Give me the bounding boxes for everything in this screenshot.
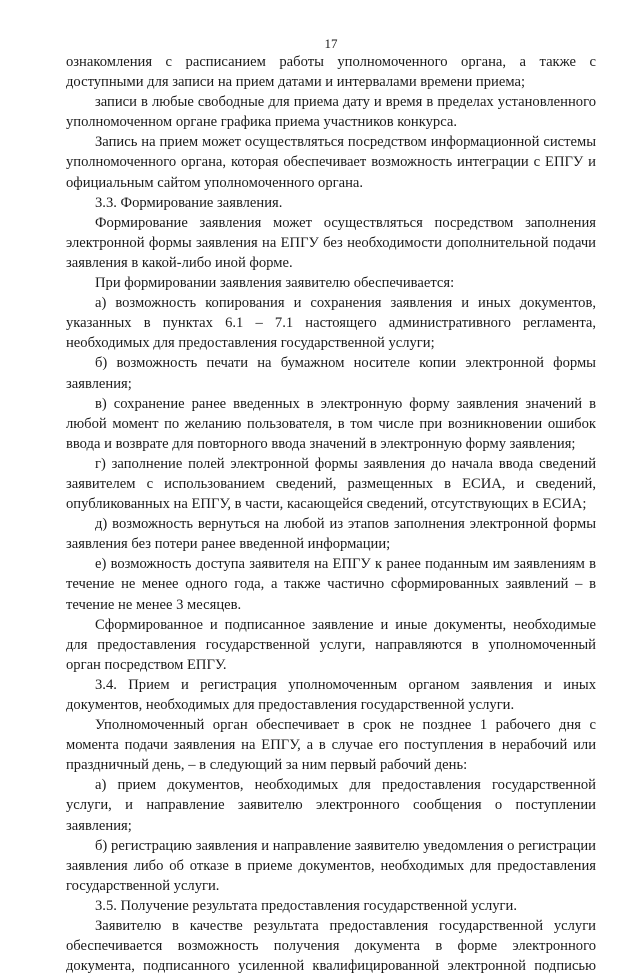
list-item-b: б) возможность печати на бумажном носителе копии электронной формы заявления; — [66, 355, 596, 392]
paragraph-15: Уполномоченный орган обеспечивает в срок не позднее 1 рабочего дня с момента подачи заявления на ЕПГУ, а в случае его поступления в нерабочий или праздничный день, – в следующий за ним первый рабочий день: — [66, 717, 596, 774]
paragraph-1: ознакомления с расписанием работы уполномоченного органа, а также с доступными для записи на прием датами и интервалами времени приема; — [66, 54, 596, 91]
section-heading-3-3: 3.3. Формирование заявления. — [95, 194, 283, 211]
section-heading-3-4: 3.4. Прием и регистрация уполномоченным органом заявления и иных документов, необходимых для предоставления государственной услуги. — [66, 676, 596, 713]
list-item-b-2: б) регистрацию заявления и направление заявителю уведомления о регистрации заявления либо об отказе в приеме документов, необходимых для предоставления государственной услуги. — [66, 837, 596, 894]
section-heading-3-5: 3.5. Получение результата предоставления государственной услуги. — [95, 897, 517, 914]
paragraph-19: Заявителю в качестве результата предоставления государственной услуги обеспечивается возможность получения документа в форме электронного документа, подписанного усиленной квалифицированной электронной подписью — [66, 918, 596, 975]
paragraph-6: При формировании заявления заявителю обеспечивается: — [95, 275, 455, 292]
paragraph-3: Запись на прием может осуществляться посредством информационной системы уполномоченного органа, которая обеспечивает возможность интеграции с ЕПГУ и официальным сайтом уполномоченного органа. — [66, 134, 596, 191]
page-number: 17 — [324, 36, 338, 51]
list-item-d: д) возможность вернуться на любой из этапов заполнения электронной формы заявления без потери ранее введенной информации; — [66, 516, 596, 553]
list-item-e: е) возможность доступа заявителя на ЕПГУ к ранее поданным им заявлениям в течение не менее одного года, а также частично сформированных заявлений – в течение не менее 3 месяцев. — [66, 556, 596, 613]
paragraph-13: Сформированное и подписанное заявление и иные документы, необходимые для предоставления государственной услуги, направляются в уполномоченный орган посредством ЕПГУ. — [66, 616, 596, 673]
list-item-a: а) возможность копирования и сохранения заявления и иных документов, указанных в пунктах 6.1 – 7.1 настоящего административного регламента, необходимых для предоставления государственной услуги; — [66, 295, 596, 352]
paragraph-5: Формирование заявления может осуществляться посредством заполнения электронной формы заявления на ЕПГУ без необходимости дополнительной подачи заявления в какой-либо иной форме. — [66, 214, 596, 271]
list-item-v: в) сохранение ранее введенных в электронную форму заявления значений в любой момент по желанию пользователя, в том числе при возникновении ошибок ввода и возврате для повторного ввода значений в электронную форму заявления; — [66, 395, 596, 452]
list-item-g: г) заполнение полей электронной формы заявления до начала ввода сведений заявителем с использованием сведений, размещенных в ЕСИА, и сведений, опубликованных на ЕПГУ, в части, касающейся сведений, отсутствующих в ЕСИА; — [66, 455, 596, 513]
list-item-a-2: а) прием документов, необходимых для предоставления государственной услуги, и направление заявителю электронного сообщения о поступлении заявления; — [66, 777, 596, 834]
paragraph-2: записи в любые свободные для приема дату и время в пределах установленного уполномоченном органе графика приема участников конкурса. — [66, 94, 596, 131]
